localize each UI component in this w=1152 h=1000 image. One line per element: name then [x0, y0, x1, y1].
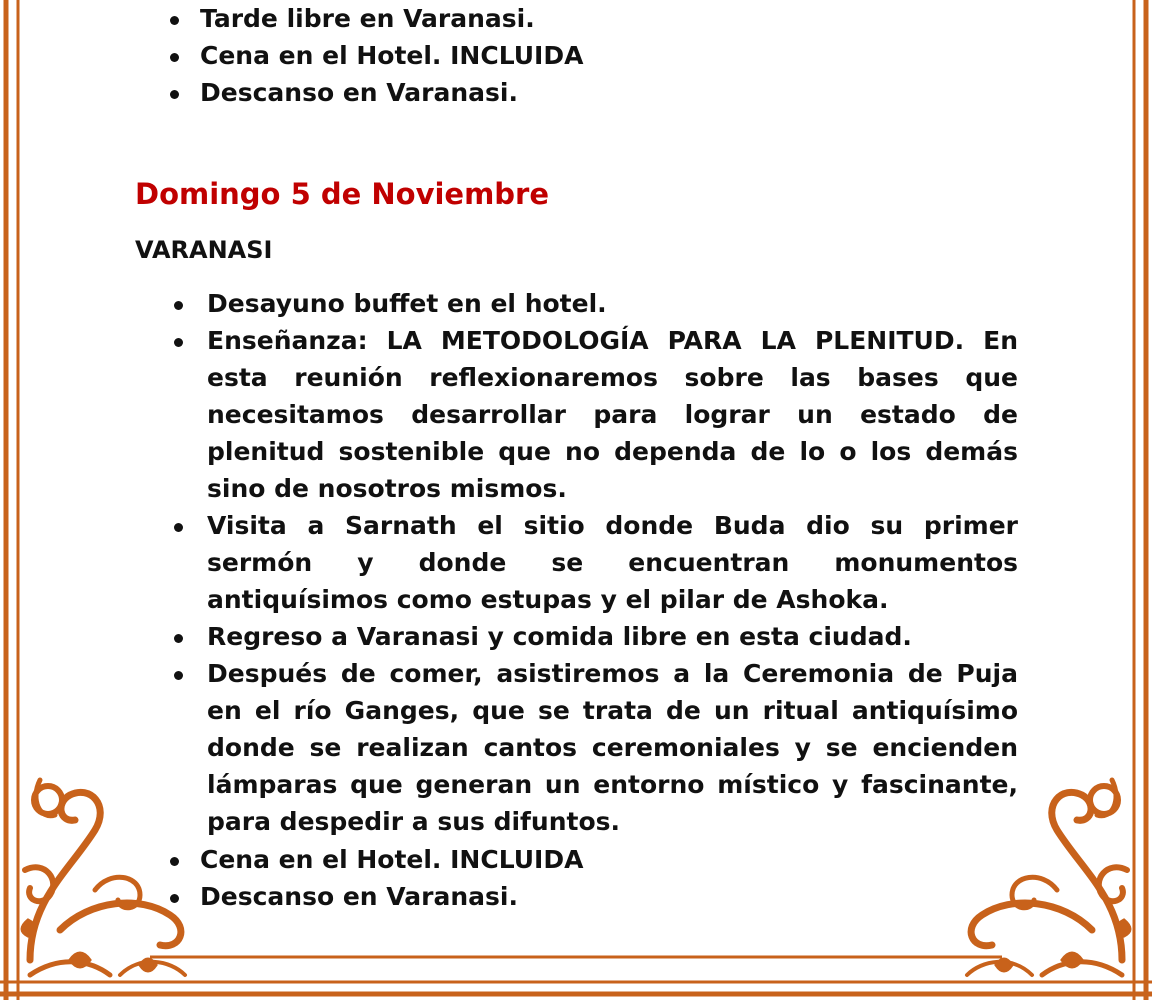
- bullet-icon: [170, 90, 179, 99]
- city-heading: VARANASI: [135, 236, 273, 264]
- list-item: Después de comer, asistiremos a la Ceremonia de Puja en el río Ganges, que se trata de un ritual antiquísimo donde se realizan cantos ceremoniales y se encienden lámparas que generan un entorno místico y fascinante, para despedir a sus difuntos.: [207, 655, 1018, 840]
- bullet-icon: [174, 634, 183, 643]
- list-item: Desayuno buffet en el hotel.: [207, 285, 1018, 322]
- bullet-icon: [170, 53, 179, 62]
- bullet-icon: [174, 301, 183, 310]
- day-heading: Domingo 5 de Noviembre: [135, 177, 550, 211]
- list-item: Cena en el Hotel. INCLUIDA: [200, 841, 1020, 878]
- list-item: Descanso en Varanasi.: [200, 74, 1020, 111]
- main-bullet-list: [207, 285, 1018, 840]
- list-item: Descanso en Varanasi.: [200, 878, 1020, 915]
- top-bullet-list: [200, 0, 1020, 111]
- list-item: Visita a Sarnath el sitio donde Buda dio su primer sermón y donde se encuentran monumentos antiquísimos como estupas y el pilar de Ashoka.: [207, 507, 1018, 618]
- bullet-icon: [174, 671, 183, 680]
- bullet-icon: [174, 338, 183, 347]
- bullet-icon: [170, 894, 179, 903]
- list-item: Enseñanza: LA METODOLOGÍA PARA LA PLENITUD. En esta reunión reflexionaremos sobre las bases que necesitamos desarrollar para lograr un estado de plenitud sostenible que no dependa de lo o los demás sino de nosotros mismos.: [207, 322, 1018, 507]
- list-item: Tarde libre en Varanasi.: [200, 0, 1020, 37]
- bullet-icon: [170, 16, 179, 25]
- bottom-bullet-list: [200, 841, 1020, 915]
- list-item: Cena en el Hotel. INCLUIDA: [200, 37, 1020, 74]
- list-item: Regreso a Varanasi y comida libre en esta ciudad.: [207, 618, 1018, 655]
- bullet-icon: [170, 857, 179, 866]
- bullet-icon: [174, 523, 183, 532]
